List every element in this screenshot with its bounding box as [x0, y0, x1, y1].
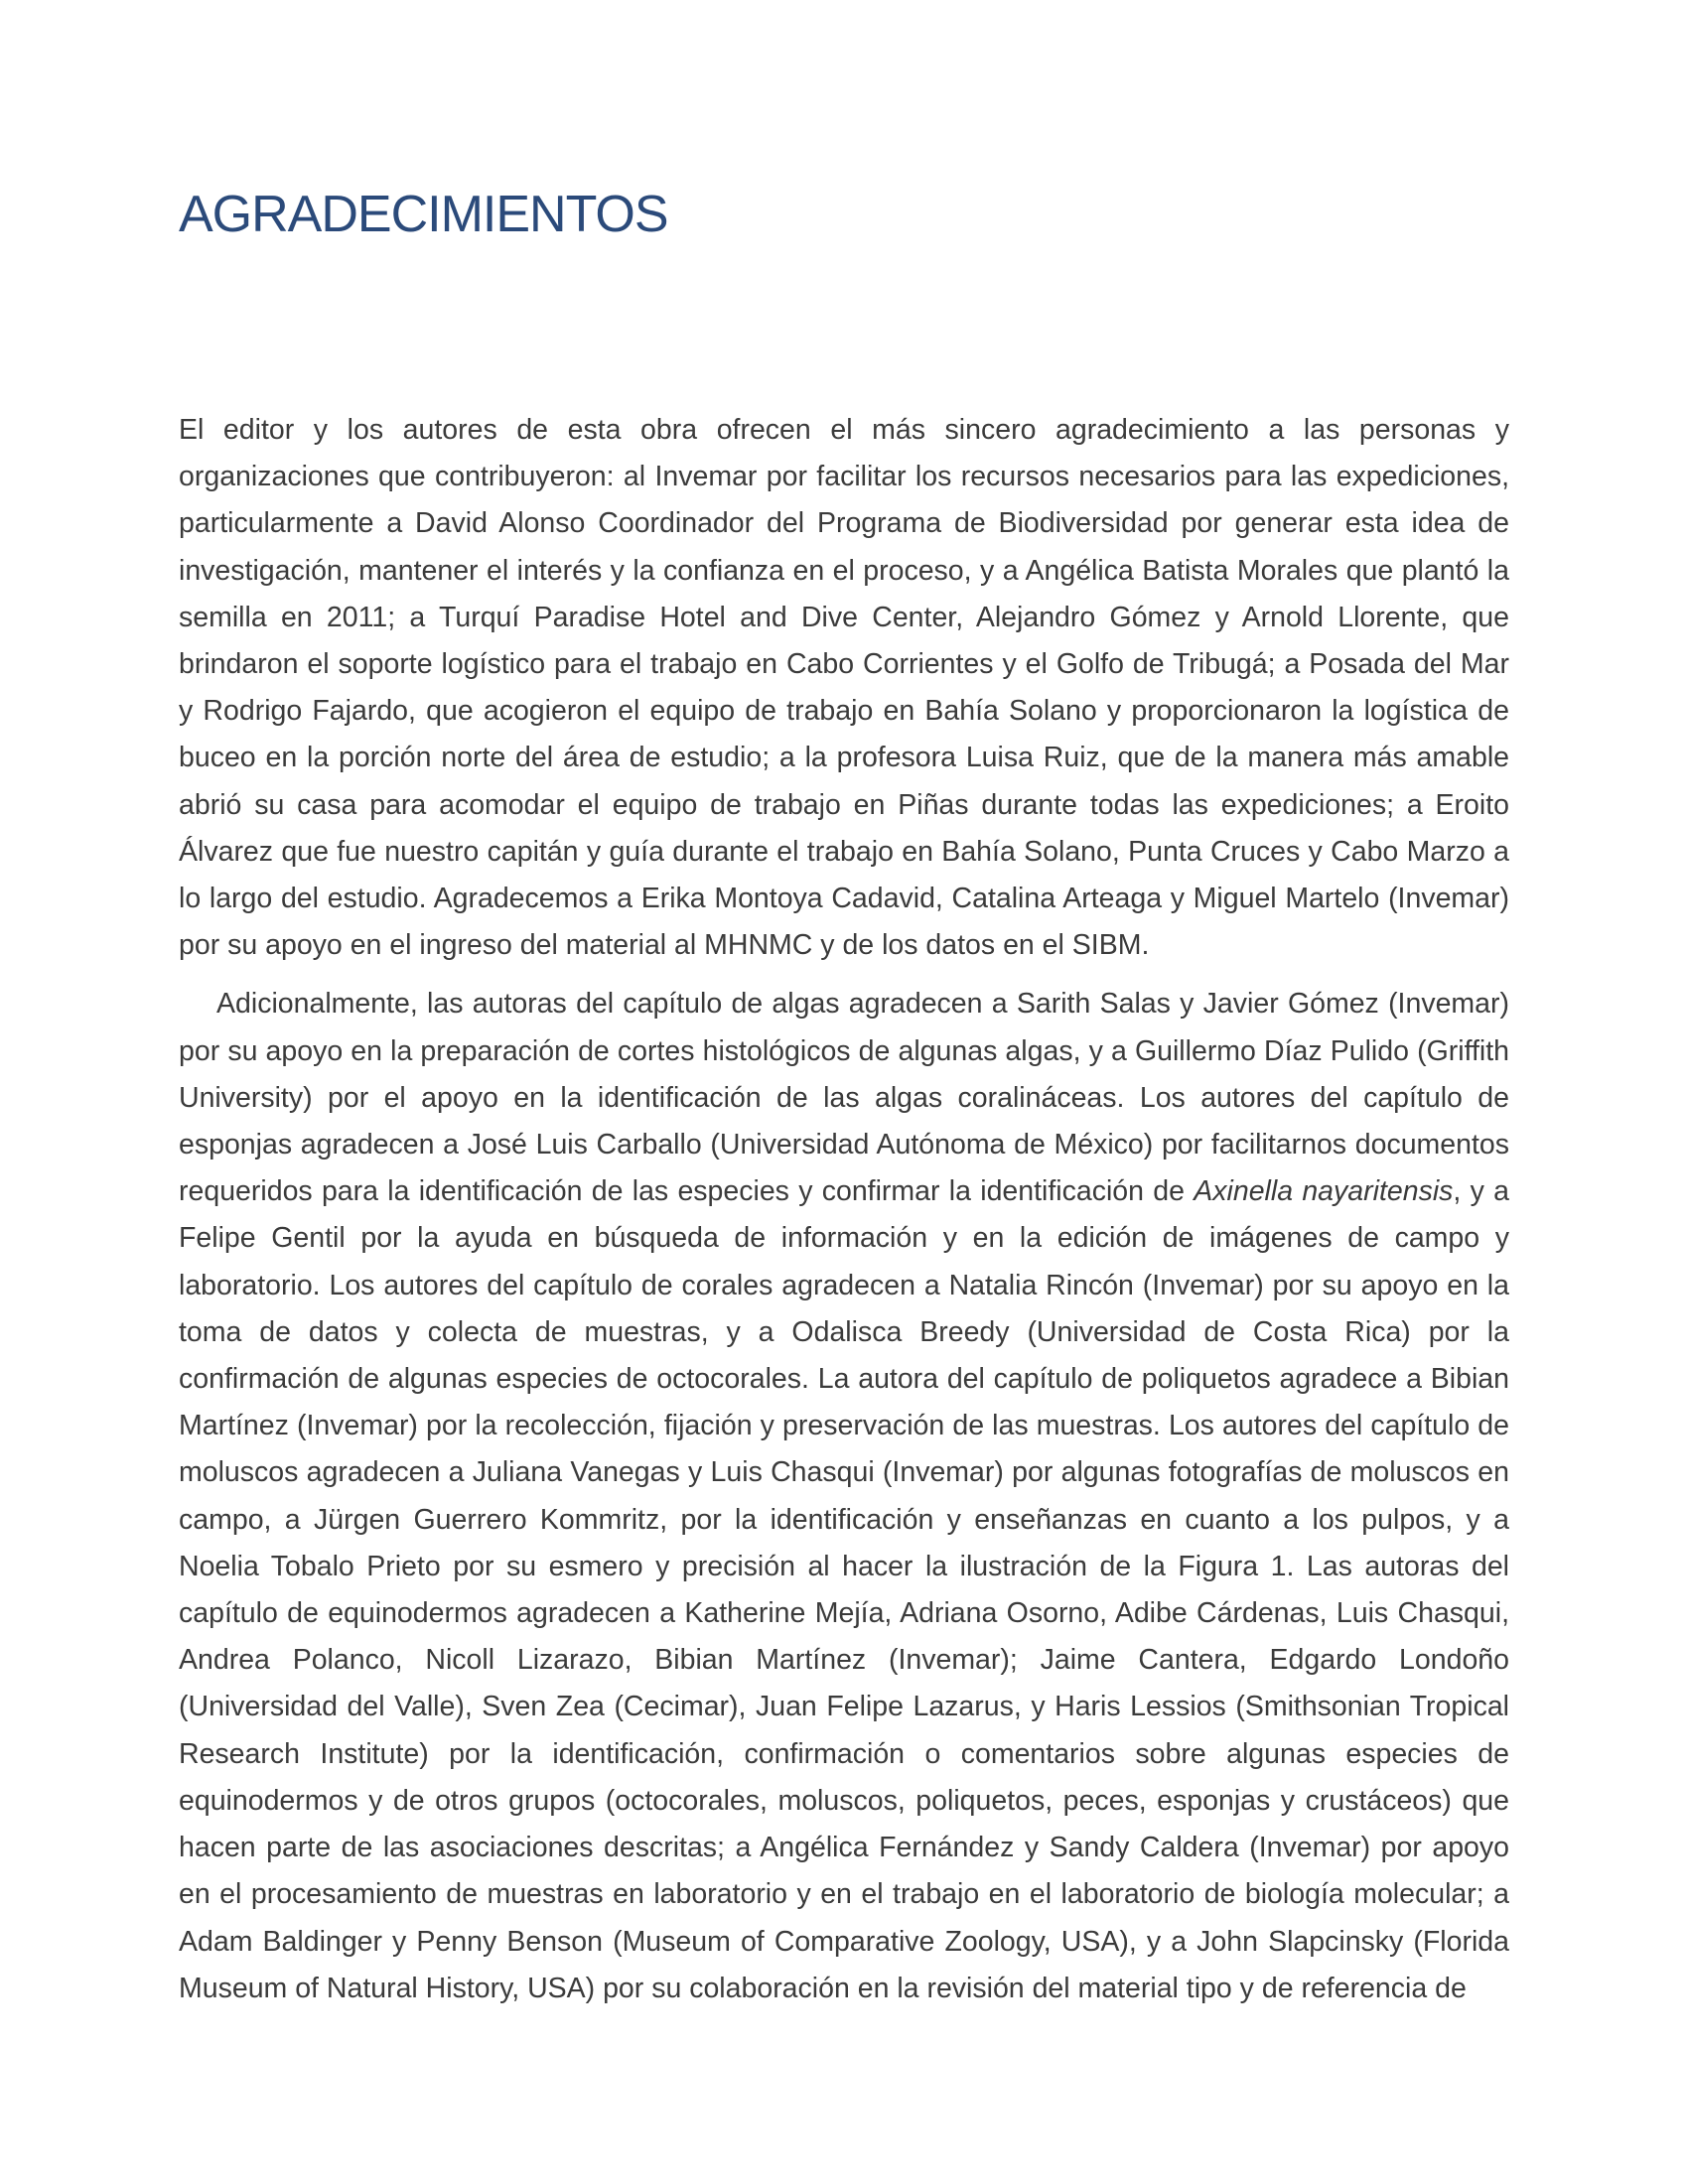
species-name: Axinella nayaritensis — [1194, 1175, 1454, 1208]
paragraph-text: Adicionalmente, las autoras del capítulo de algas agradecen a Sarith Salas y Javier Gómez (Invemar) por su apoyo en la preparación de cortes histológicos de algunas algas, y a Guillermo Díaz Pulido (Griffith University) por el apoyo en la identificación de las algas coralináceas. Los autores del capítulo de esponjas agradecen a José Luis Carballo (Universidad Autónoma de México) por facilitarnos documentos requeridos para la identificación de las especies y confirmar la identificación de — [179, 988, 1509, 1208]
body-text — [179, 407, 1509, 2012]
paragraph — [179, 981, 1509, 2011]
page-title: AGRADECIMIENTOS — [179, 186, 668, 243]
paragraph: El editor y los autores de esta obra ofrecen el más sincero agradecimiento a las personas y organizaciones que contribuyeron: al Invemar por facilitar los recursos necesarios para las expediciones, particularmente a David Alonso Coordinador del Programa de Biodiversidad por generar esta idea de investigación, mantener el interés y la confianza en el proceso, y a Angélica Batista Morales que plantó la semilla en 2011; a Turquí Paradise Hotel and Dive Center, Alejandro Gómez y Arnold Llorente, que brindaron el soporte logístico para el trabajo en Cabo Corrientes y el Golfo de Tribugá; a Posada del Mar y Rodrigo Fajardo, que acogieron el equipo de trabajo en Bahía Solano y proporcionaron la logística de buceo en la porción norte del área de estudio; a la profesora Luisa Ruiz, que de la manera más amable abrió su casa para acomodar el equipo de trabajo en Piñas durante todas las expediciones; a Eroito Álvarez que fue nuestro capitán y guía durante el trabajo en Bahía Solano, Punta Cruces y Cabo Marzo a lo largo del estudio. Agradecemos a Erika Montoya Cadavid, Catalina Arteaga y Miguel Martelo (Invemar) por su apoyo en el ingreso del material al MHNMC y de los datos en el SIBM. — [179, 414, 1509, 962]
paragraph-text: , y a Felipe Gentil por la ayuda en búsqueda de información y en la edición de imágenes de campo y laboratorio. Los autores del capítulo de corales agradecen a Natalia Rincón (Invemar) por su apoyo en la toma de datos y colecta de muestras, y a Odalisca Breedy (Universidad de Costa Rica) por la confirmación de algunas especies de octocorales. La autora del capítulo de poliquetos agradece a Bibian Martínez (Invemar) por la recolección, fijación y preservación de las muestras. Los autores del capítulo de moluscos agradecen a Juliana Vanegas y Luis Chasqui (Invemar) por algunas fotografías de moluscos en campo, a Jürgen Guerrero Kommritz, por la identificación y enseñanzas en cuanto a los pulpos, y a Noelia Tobalo Prieto por su esmero y precisión al hacer la ilustración de la Figura 1. Las autoras del capítulo de equinodermos agradecen a Katherine Mejía, Adriana Osorno, Adibe Cárdenas, Luis Chasqui, Andrea Polanco, Nicoll Lizarazo, Bibian Martínez (Invemar); Jaime Cantera, Edgardo Londoño (Universidad del Valle), Sven Zea (Cecimar), Juan Felipe Lazarus, y Haris Lessios (Smithsonian Tropical Research Institute) por la identificación, confirmación o comentarios sobre algunas especies de equinodermos y de otros grupos (octocorales, moluscos, poliquetos, peces, esponjas y crustáceos) que hacen parte de las asociaciones descritas; a Angélica Fernández y Sandy Caldera (Invemar) por apoyo en el procesamiento de muestras en laboratorio y en el trabajo en el laboratorio de biología molecular; a Adam Baldinger y Penny Benson (Museum of Comparative Zoology, USA), y a John Slapcinsky (Florida Museum of Natural History, USA) por su colaboración en la revisión del material tipo y de referencia de — [179, 1175, 1509, 2004]
